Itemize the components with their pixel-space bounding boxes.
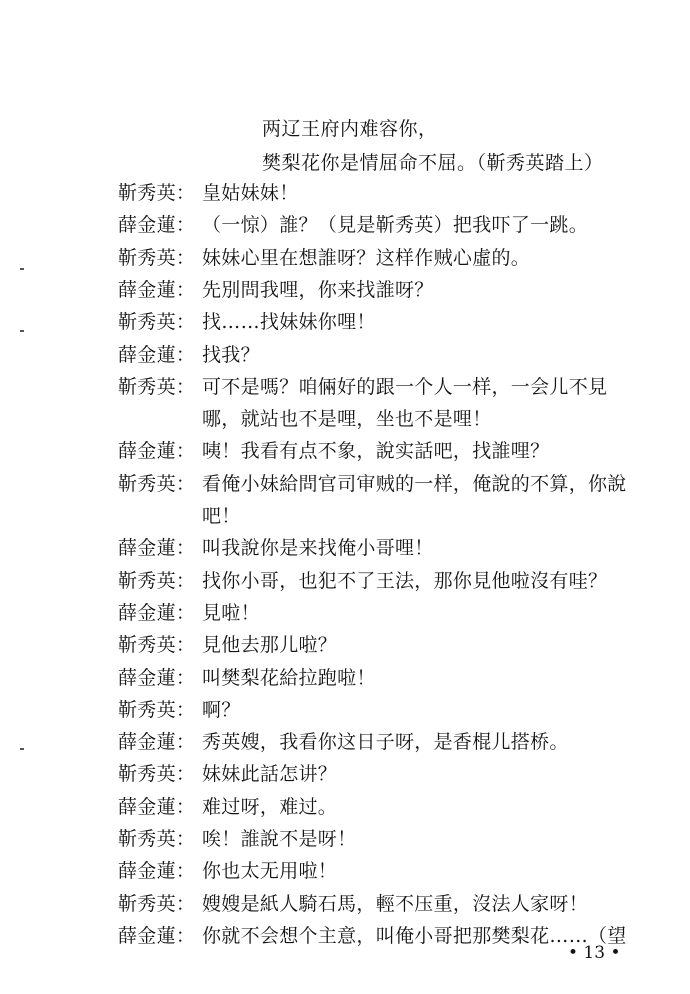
dialogue-text: 叫我說你是来找俺小哥哩！: [202, 537, 434, 560]
dialogue-text: 先別問我哩，你来找誰呀？: [202, 278, 434, 301]
dialogue-text: 找你小哥，也犯不了王法，那你見他啦沒有哇？: [202, 569, 608, 592]
verse-line: 两辽王府内难容你，: [262, 118, 438, 140]
dialogue-text: 秀英嫂，我看你这日子呀，是香棍儿搭桥。: [202, 731, 569, 754]
speaker-name: 靳秀英：: [118, 182, 196, 204]
dialogue-text: 見啦！: [202, 601, 260, 624]
speaker-name: 靳秀英：: [118, 246, 196, 269]
speaker-name: 靳秀英：: [118, 634, 196, 657]
dialogue-text: 啊？: [202, 698, 241, 721]
speaker-name: 薛金蓮：: [118, 924, 196, 947]
scan-mark: [20, 268, 24, 270]
dialogue-continuation: 吧！: [202, 505, 241, 527]
speaker-name: 薛金蓮：: [118, 214, 196, 237]
speaker-name: 薛金蓮：: [118, 601, 196, 624]
dialogue-text: 妹妹心里在想誰呀？这样作贼心虛的。: [202, 246, 531, 269]
speaker-name: 靳秀英：: [118, 828, 196, 850]
scan-mark: [20, 748, 24, 750]
speaker-name: 薛金蓮：: [118, 860, 196, 883]
dialogue-text: 可不是嗎？咱倆好的跟一个人一样，一会儿不見: [202, 375, 608, 398]
speaker-name: 薛金蓮：: [118, 278, 196, 301]
speaker-name: 薛金蓮：: [118, 666, 196, 689]
speaker-name: 薛金蓮：: [118, 795, 196, 818]
speaker-name: 靳秀英：: [118, 698, 196, 721]
speaker-name: 薛金蓮：: [118, 537, 196, 560]
speaker-name: 靳秀英：: [118, 472, 196, 495]
speaker-name: 薛金蓮：: [118, 731, 196, 754]
dialogue-text: 找我？: [202, 343, 260, 366]
dialogue-text: 唉！誰說不是呀！: [202, 828, 357, 850]
dialogue-text: 你也太无用啦！: [202, 860, 338, 883]
dialogue-text: 你就不会想个主意，叫俺小哥把那樊梨花……（望: [202, 924, 627, 947]
dialogue-text: 难过呀，难过。: [202, 795, 338, 818]
dialogue-text: 叫樊梨花給拉跑啦！: [202, 666, 376, 689]
dialogue-text: 看俺小妹給問官司审贼的一样，俺說的不算，你說: [202, 472, 627, 495]
dialogue-text: 妹妹此話怎讲？: [202, 763, 338, 786]
dialogue-continuation: 哪，就站也不是哩，坐也不是哩！: [202, 408, 492, 431]
page-number: • 13 •: [568, 943, 621, 963]
speaker-name: 靳秀英：: [118, 375, 196, 398]
speaker-name: 靳秀英：: [118, 892, 196, 915]
speaker-name: 靳秀英：: [118, 763, 196, 786]
speaker-name: 靳秀英：: [118, 311, 196, 334]
dialogue-text: 見他去那儿啦？: [202, 634, 338, 657]
scan-mark: [20, 330, 24, 332]
speaker-name: 薛金蓮：: [118, 343, 196, 366]
dialogue-text: 嫂嫂是紙人騎石馬，輕不压重，沒法人家呀！: [202, 892, 589, 915]
speaker-name: 靳秀英：: [118, 569, 196, 592]
dialogue-text: 皇姑妹妹！: [202, 182, 299, 204]
dialogue-text: 咦！我看有点不象，說实話吧，找誰哩？: [202, 440, 550, 463]
speaker-name: 薛金蓮：: [118, 440, 196, 463]
dialogue-text: 找……找妹妹你哩！: [202, 311, 376, 334]
verse-line: 樊梨花你是情屈命不屈。（靳秀英踏上）: [262, 152, 604, 174]
dialogue-text: （一惊）誰？（見是靳秀英）把我吓了一跳。: [202, 214, 589, 237]
